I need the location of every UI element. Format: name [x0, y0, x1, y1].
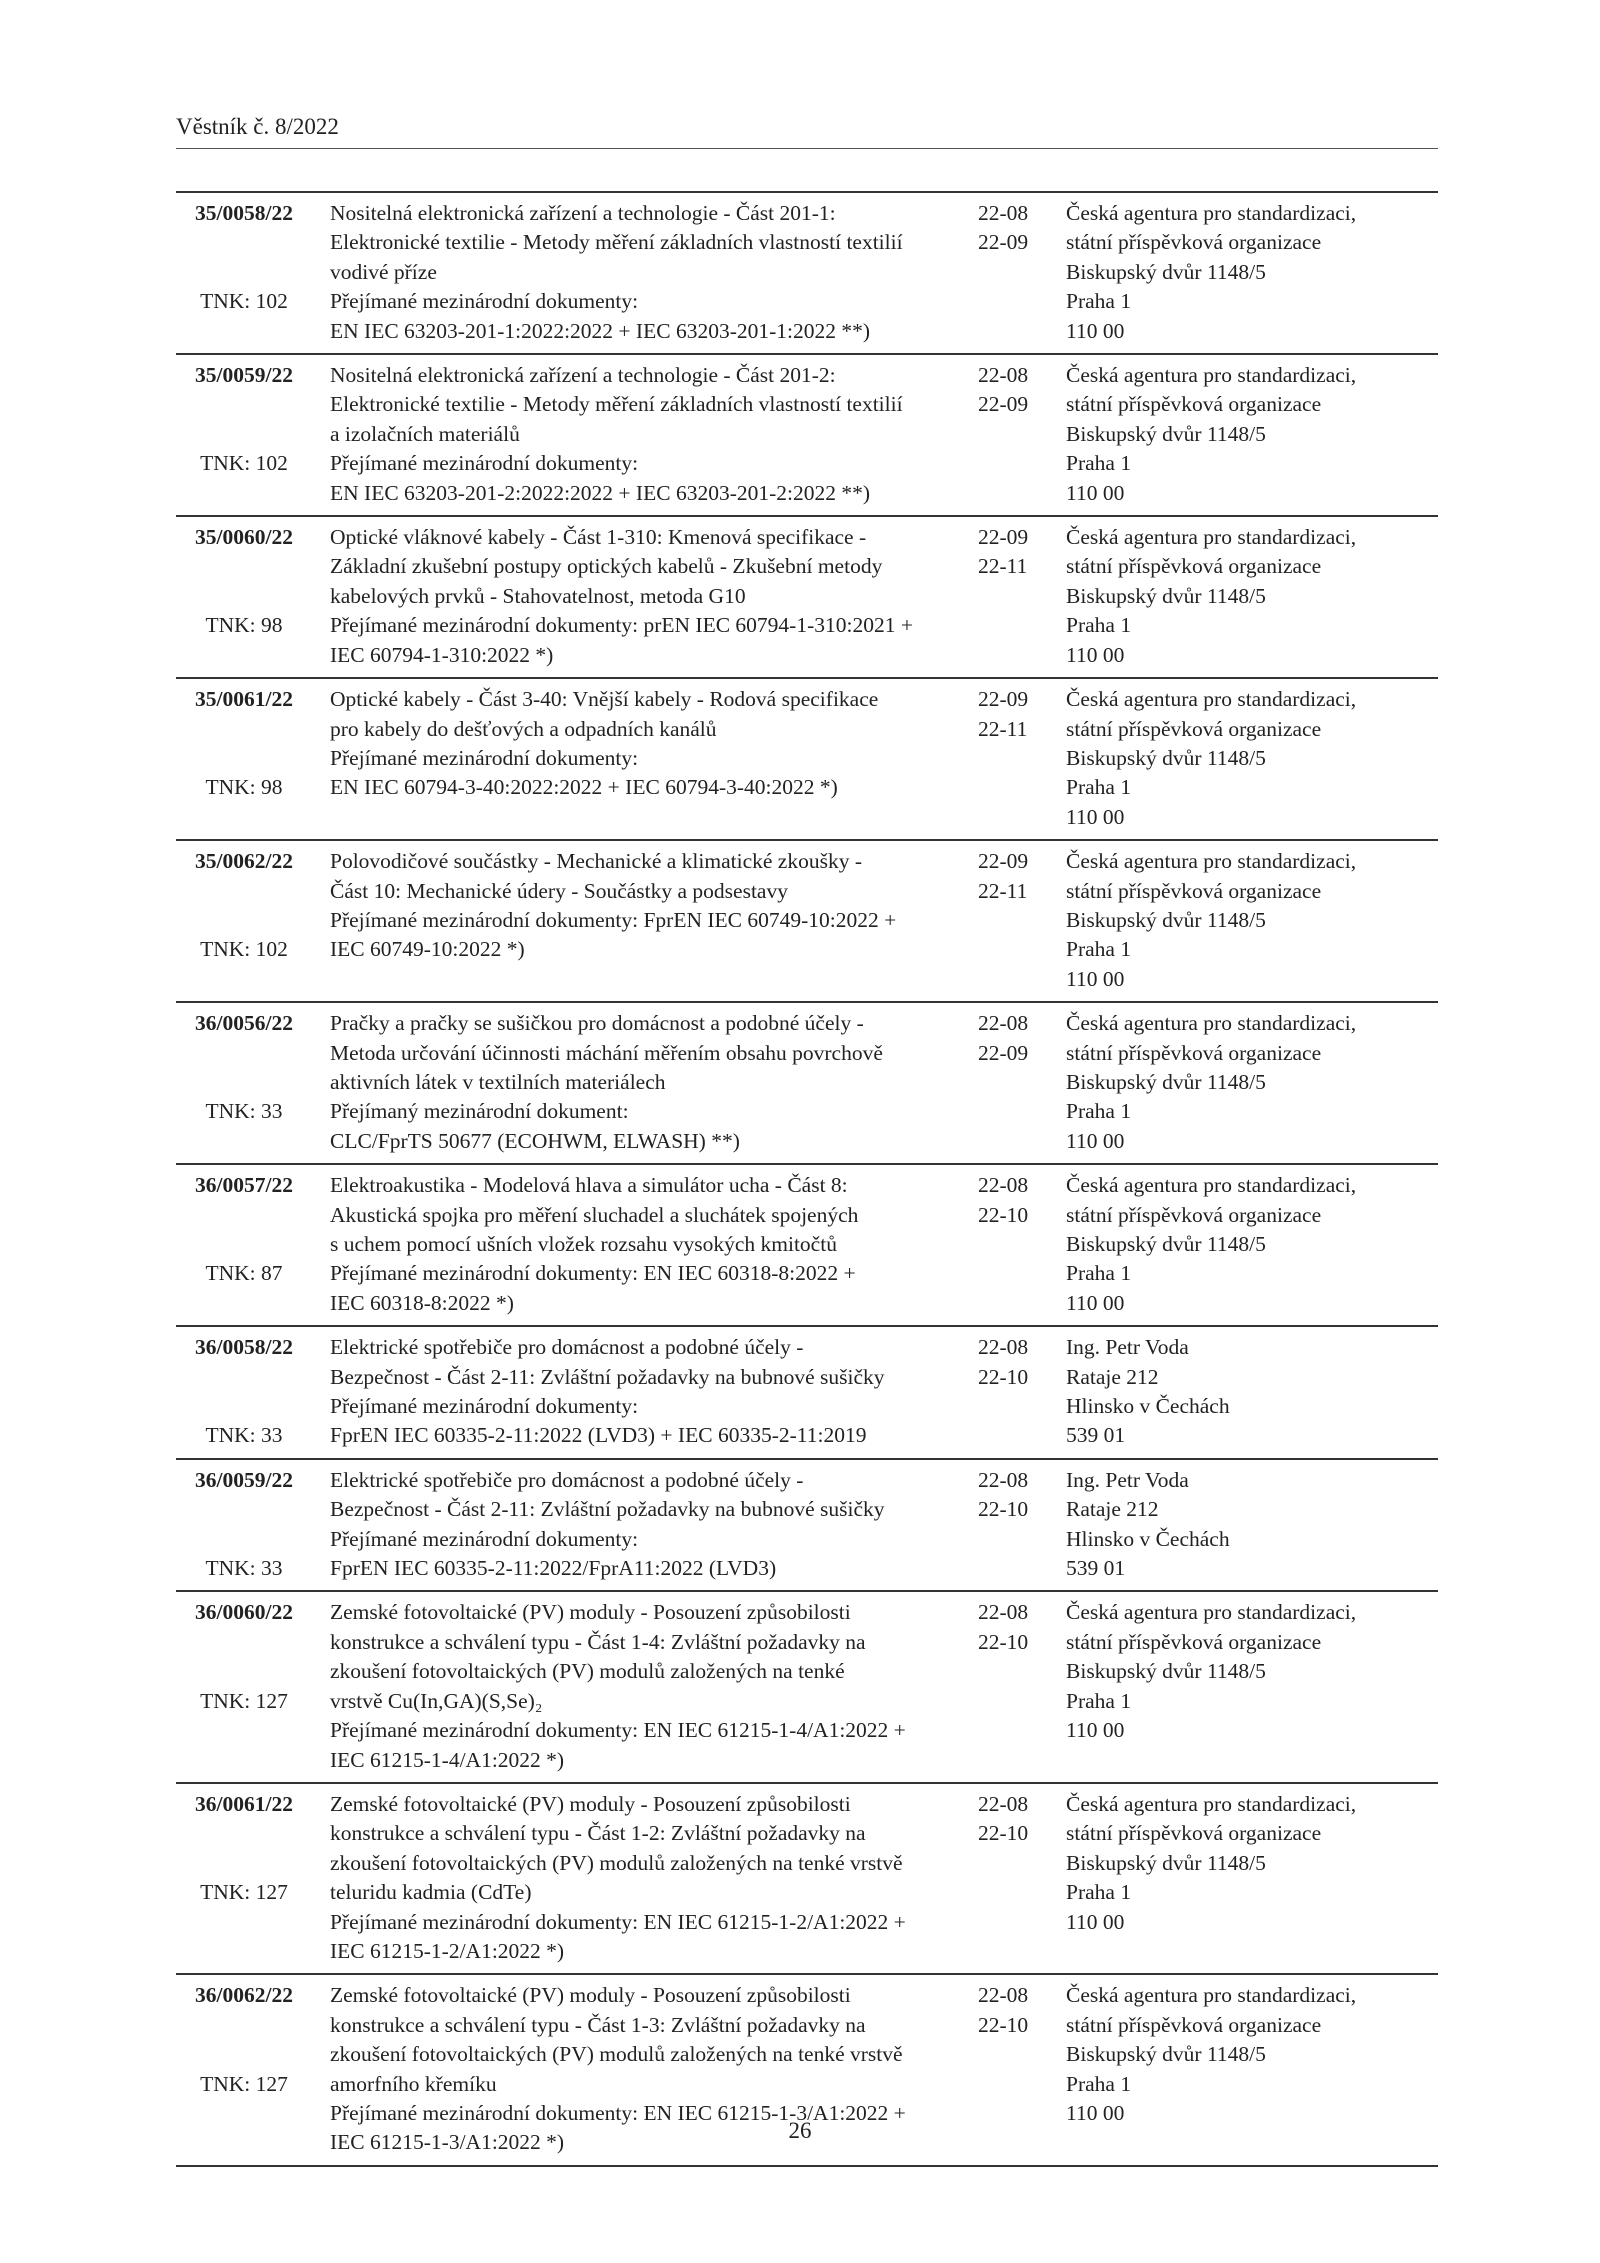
address-line: Česká agentura pro standardizaci, [1066, 1600, 1357, 1625]
entry-dates [956, 523, 1046, 670]
address-line: Praha 1 [1066, 937, 1132, 962]
description-line: Přejímané mezinárodní dokumenty: EN IEC 60318-8:2022 + [330, 1261, 856, 1286]
date-line: 22-09 [978, 392, 1029, 417]
standard-entry [176, 193, 1438, 355]
tnk-label: TNK: 33 [205, 1099, 283, 1124]
address-line: Praha 1 [1066, 1880, 1132, 1905]
entry-number: 36/0059/22 [195, 1467, 293, 1492]
address-line: Česká agentura pro standardizaci, [1066, 1173, 1357, 1198]
tnk-label: TNK: 87 [205, 1261, 283, 1286]
entry-id-cell [176, 1598, 316, 1774]
address-line: 539 01 [1066, 1556, 1126, 1581]
entry-id-cell [176, 1333, 316, 1451]
description-line: CLC/FprTS 50677 (ECOHWM, ELWASH) **) [330, 1128, 740, 1153]
description-line: vrstvě Cu(In,GA)(S,Se)₂ [330, 1688, 543, 1713]
entry-description [316, 847, 956, 994]
date-line: 22-11 [978, 716, 1028, 741]
entry-number: 36/0056/22 [195, 1011, 293, 1036]
address-line: Ing. Petr Voda [1066, 1467, 1189, 1492]
entry-number: 36/0060/22 [195, 1600, 293, 1625]
date-line: 22-09 [978, 687, 1029, 712]
entry-address [1046, 1790, 1438, 1966]
entry-description [316, 1790, 956, 1966]
journal-title: Věstník č. 8/2022 [176, 114, 339, 139]
tnk-label: TNK: 33 [205, 1423, 283, 1448]
description-line: a izolačních materiálů [330, 421, 520, 446]
description-line: Přejímané mezinárodní dokumenty: [330, 745, 639, 770]
description-line: s uchem pomocí ušních vložek rozsahu vysokých kmitočtů [330, 1232, 837, 1256]
standard-entry [176, 517, 1438, 679]
entry-id-cell [176, 685, 316, 832]
description-line: Polovodičové součástky - Mechanické a klimatické zkoušky - [330, 849, 862, 874]
entry-id-cell [176, 361, 316, 508]
standard-entry [176, 355, 1438, 517]
description-line: Pračky a pračky se sušičkou pro domácnost a podobné účely - [330, 1011, 864, 1036]
description-line: Přejímané mezinárodní dokumenty: EN IEC 61215-1-2/A1:2022 + [330, 1909, 906, 1934]
entry-number: 36/0062/22 [195, 1983, 293, 2008]
entry-description [316, 523, 956, 670]
address-line: 539 01 [1066, 1423, 1126, 1448]
address-line: Biskupský dvůr 1148/5 [1066, 2042, 1266, 2067]
description-line: Přejímané mezinárodní dokumenty: FprEN IEC 60749-10:2022 + [330, 907, 897, 932]
address-line: 110 00 [1066, 1909, 1125, 1934]
description-line: EN IEC 63203-201-1:2022:2022 + IEC 63203-201-1:2022 **) [330, 318, 871, 343]
entry-address [1046, 1466, 1438, 1584]
address-line: Česká agentura pro standardizaci, [1066, 1791, 1357, 1816]
description-line: IEC 61215-1-4/A1:2022 *) [330, 1747, 565, 1772]
description-line: Elektrické spotřebiče pro domácnost a podobné účely - [330, 1467, 804, 1492]
standards-table [176, 191, 1438, 2167]
date-line: 22-11 [978, 878, 1028, 903]
standard-entry [176, 679, 1438, 841]
entry-number: 36/0058/22 [195, 1335, 293, 1360]
date-line: 22-09 [978, 525, 1029, 550]
page-header [176, 112, 1438, 149]
entry-address [1046, 361, 1438, 508]
standard-entry [176, 1592, 1438, 1783]
description-line: Zemské fotovoltaické (PV) moduly - Posouzení způsobilosti [330, 1791, 851, 1816]
description-line: Přejímaný mezinárodní dokument: [330, 1099, 629, 1124]
address-line: státní příspěvková organizace [1066, 1040, 1322, 1065]
entry-id-cell [176, 1171, 316, 1318]
entry-dates [956, 199, 1046, 346]
address-line: Praha 1 [1066, 2071, 1132, 2096]
description-line: Elektronické textilie - Metody měření základních vlastností textilií [330, 230, 903, 255]
address-line: Praha 1 [1066, 289, 1132, 314]
description-line: pro kabely do dešťových a odpadních kanálů [330, 716, 717, 741]
standard-entry [176, 1784, 1438, 1975]
entry-address [1046, 1333, 1438, 1451]
description-line: konstrukce a schválení typu - Část 1-2: Zvláštní požadavky na [330, 1821, 866, 1846]
description-line: Elektroakustika - Modelová hlava a simulátor ucha - Část 8: [330, 1173, 848, 1198]
description-line: Zemské fotovoltaické (PV) moduly - Posouzení způsobilosti [330, 1600, 851, 1625]
entry-id-cell [176, 1466, 316, 1584]
entry-number: 36/0057/22 [195, 1173, 293, 1198]
address-line: Praha 1 [1066, 775, 1132, 800]
description-line: konstrukce a schválení typu - Část 1-3: Zvláštní požadavky na [330, 2012, 866, 2037]
description-line: zkoušení fotovoltaických (PV) modulů založených na tenké vrstvě [330, 1850, 903, 1875]
description-line: zkoušení fotovoltaických (PV) modulů založených na tenké [330, 1659, 845, 1684]
description-line: FprEN IEC 60335-2-11:2022 (LVD3) + IEC 60335-2-11:2019 [330, 1423, 867, 1448]
address-line: 110 00 [1066, 480, 1125, 505]
description-line: Přejímané mezinárodní dokumenty: [330, 1394, 639, 1419]
address-line: Česká agentura pro standardizaci, [1066, 1983, 1357, 2008]
address-line: Hlinsko v Čechách [1066, 1394, 1230, 1419]
date-line: 22-10 [978, 1202, 1029, 1227]
description-line: Zemské fotovoltaické (PV) moduly - Posouzení způsobilosti [330, 1983, 851, 2008]
entry-description [316, 685, 956, 832]
address-line: státní příspěvková organizace [1066, 878, 1322, 903]
entry-dates [956, 1009, 1046, 1156]
date-line: 22-09 [978, 230, 1029, 255]
entry-number: 35/0060/22 [195, 525, 293, 550]
date-line: 22-09 [978, 1040, 1029, 1065]
description-line: IEC 60318-8:2022 *) [330, 1290, 514, 1315]
tnk-label: TNK: 127 [200, 1688, 288, 1713]
description-line: kabelových prvků - Stahovatelnost, metoda G10 [330, 583, 746, 608]
entry-dates [956, 1790, 1046, 1966]
description-line: Nositelná elektronická zařízení a technologie - Část 201-2: [330, 363, 836, 388]
date-line: 22-08 [978, 1467, 1029, 1492]
address-line: Česká agentura pro standardizaci, [1066, 687, 1357, 712]
address-line: Biskupský dvůr 1148/5 [1066, 1069, 1266, 1094]
description-line: Elektrické spotřebiče pro domácnost a podobné účely - [330, 1335, 804, 1360]
address-line: státní příspěvková organizace [1066, 716, 1322, 741]
description-line: aktivních látek v textilních materiálech [330, 1069, 666, 1094]
date-line: 22-10 [978, 1364, 1029, 1389]
description-line: IEC 61215-1-3/A1:2022 *) [330, 2130, 565, 2155]
tnk-label: TNK: 102 [200, 937, 288, 962]
description-line: Optické vláknové kabely - Část 1-310: Kmenová specifikace - [330, 525, 867, 550]
address-line: 110 00 [1066, 642, 1125, 667]
address-line: Rataje 212 [1066, 1364, 1159, 1389]
date-line: 22-08 [978, 363, 1029, 388]
description-line: Akustická spojka pro měření sluchadel a sluchátek spojených [330, 1202, 859, 1227]
entry-id-cell [176, 847, 316, 994]
tnk-label: TNK: 33 [205, 1556, 283, 1581]
description-line: zkoušení fotovoltaických (PV) modulů založených na tenké vrstvě [330, 2042, 903, 2067]
description-line: IEC 61215-1-2/A1:2022 *) [330, 1938, 565, 1963]
address-line: Ing. Petr Voda [1066, 1335, 1189, 1360]
standard-entry [176, 1460, 1438, 1593]
description-line: Metoda určování účinnosti máchání měřením obsahu povrchově [330, 1040, 883, 1065]
address-line: 110 00 [1066, 2100, 1125, 2125]
entry-description [316, 1009, 956, 1156]
page-number: 26 [788, 2118, 812, 2143]
entry-id-cell [176, 199, 316, 346]
entry-address [1046, 1009, 1438, 1156]
entry-number: 35/0062/22 [195, 849, 293, 874]
entry-dates [956, 1333, 1046, 1451]
tnk-label: TNK: 98 [205, 613, 283, 638]
address-line: Česká agentura pro standardizaci, [1066, 525, 1357, 550]
entry-id-cell [176, 523, 316, 670]
date-line: 22-10 [978, 2012, 1029, 2037]
tnk-label: TNK: 127 [200, 2071, 288, 2096]
date-line: 22-08 [978, 1011, 1029, 1036]
description-line: Bezpečnost - Část 2-11: Zvláštní požadavky na bubnové sušičky [330, 1364, 885, 1389]
page-footer [0, 2118, 1600, 2144]
address-line: Česká agentura pro standardizaci, [1066, 849, 1357, 874]
date-line: 22-08 [978, 1983, 1029, 2008]
entry-id-cell [176, 1009, 316, 1156]
description-line: EN IEC 60794-3-40:2022:2022 + IEC 60794-3-40:2022 *) [330, 775, 838, 800]
entry-id-cell [176, 1790, 316, 1966]
entry-number: 35/0059/22 [195, 363, 293, 388]
description-line: Přejímané mezinárodní dokumenty: prEN IEC 60794-1-310:2021 + [330, 613, 913, 638]
entry-description [316, 1598, 956, 1774]
description-line: Elektronické textilie - Metody měření základních vlastností textilií [330, 392, 903, 417]
description-line: FprEN IEC 60335-2-11:2022/FprA11:2022 (LVD3) [330, 1556, 777, 1581]
address-line: Praha 1 [1066, 1688, 1132, 1713]
address-line: Česká agentura pro standardizaci, [1066, 363, 1357, 388]
date-line: 22-08 [978, 1791, 1029, 1816]
description-line: Základní zkušební postupy optických kabelů - Zkušební metody [330, 554, 883, 579]
date-line: 22-08 [978, 1173, 1029, 1198]
entry-dates [956, 847, 1046, 994]
description-line: Bezpečnost - Část 2-11: Zvláštní požadavky na bubnové sušičky [330, 1497, 885, 1522]
description-line: Přejímané mezinárodní dokumenty: [330, 451, 639, 476]
description-line: Přejímané mezinárodní dokumenty: EN IEC 61215-1-4/A1:2022 + [330, 1718, 906, 1743]
standard-entry [176, 1003, 1438, 1165]
description-line: IEC 60794-1-310:2022 *) [330, 642, 554, 667]
address-line: státní příspěvková organizace [1066, 2012, 1322, 2037]
address-line: Biskupský dvůr 1148/5 [1066, 745, 1266, 770]
date-line: 22-09 [978, 849, 1029, 874]
tnk-label: TNK: 98 [205, 775, 283, 800]
description-line: EN IEC 63203-201-2:2022:2022 + IEC 63203-201-2:2022 **) [330, 480, 871, 505]
address-line: 110 00 [1066, 1128, 1125, 1153]
description-line: teluridu kadmia (CdTe) [330, 1880, 532, 1905]
date-line: 22-08 [978, 1600, 1029, 1625]
entry-number: 36/0061/22 [195, 1791, 293, 1816]
description-line: Přejímané mezinárodní dokumenty: [330, 1526, 639, 1551]
address-line: Česká agentura pro standardizaci, [1066, 1011, 1357, 1036]
description-line: Část 10: Mechanické údery - Součástky a podsestavy [330, 878, 788, 903]
date-line: 22-08 [978, 201, 1029, 225]
address-line: Biskupský dvůr 1148/5 [1066, 907, 1266, 932]
description-line: IEC 60749-10:2022 *) [330, 937, 525, 962]
tnk-label: TNK: 102 [200, 289, 288, 314]
description-line: amorfního křemíku [330, 2071, 497, 2096]
address-line: Česká agentura pro standardizaci, [1066, 201, 1357, 225]
address-line: Rataje 212 [1066, 1497, 1159, 1522]
date-line: 22-10 [978, 1629, 1029, 1654]
address-line: Praha 1 [1066, 451, 1132, 476]
address-line: Biskupský dvůr 1148/5 [1066, 421, 1266, 446]
description-line: Přejímané mezinárodní dokumenty: [330, 289, 639, 314]
entry-dates [956, 685, 1046, 832]
address-line: státní příspěvková organizace [1066, 1821, 1322, 1846]
tnk-label: TNK: 102 [200, 451, 288, 476]
date-line: 22-08 [978, 1335, 1029, 1360]
description-line: vodivé příze [330, 259, 437, 284]
address-line: státní příspěvková organizace [1066, 392, 1322, 417]
address-line: Hlinsko v Čechách [1066, 1526, 1230, 1551]
entry-number: 35/0058/22 [195, 201, 293, 225]
address-line: státní příspěvková organizace [1066, 1202, 1322, 1227]
address-line: státní příspěvková organizace [1066, 1629, 1322, 1654]
address-line: 110 00 [1066, 1718, 1125, 1743]
description-line: Optické kabely - Část 3-40: Vnější kabely - Rodová specifikace [330, 687, 879, 712]
tnk-label: TNK: 127 [200, 1880, 288, 1905]
address-line: Biskupský dvůr 1148/5 [1066, 1850, 1266, 1875]
entry-description [316, 361, 956, 508]
address-line: 110 00 [1066, 1290, 1125, 1315]
entry-description [316, 199, 956, 346]
address-line: Praha 1 [1066, 1099, 1132, 1124]
description-line: konstrukce a schválení typu - Část 1-4: Zvláštní požadavky na [330, 1629, 866, 1654]
entry-dates [956, 1466, 1046, 1584]
entry-address [1046, 847, 1438, 994]
entry-description [316, 1333, 956, 1451]
standard-entry [176, 1327, 1438, 1460]
address-line: 110 00 [1066, 318, 1125, 343]
date-line: 22-11 [978, 554, 1028, 579]
entry-address [1046, 523, 1438, 670]
address-line: Biskupský dvůr 1148/5 [1066, 583, 1266, 608]
standard-entry [176, 1165, 1438, 1327]
entry-dates [956, 361, 1046, 508]
entry-address [1046, 685, 1438, 832]
entry-address [1046, 1171, 1438, 1318]
address-line: 110 00 [1066, 804, 1125, 829]
address-line: Biskupský dvůr 1148/5 [1066, 259, 1266, 284]
entry-description [316, 1171, 956, 1318]
address-line: státní příspěvková organizace [1066, 230, 1322, 255]
entry-number: 35/0061/22 [195, 687, 293, 712]
entry-description [316, 1466, 956, 1584]
entry-dates [956, 1171, 1046, 1318]
address-line: Biskupský dvůr 1148/5 [1066, 1232, 1266, 1256]
address-line: Biskupský dvůr 1148/5 [1066, 1659, 1266, 1684]
entry-dates [956, 1598, 1046, 1774]
date-line: 22-10 [978, 1821, 1029, 1846]
address-line: Praha 1 [1066, 1261, 1132, 1286]
description-line: Nositelná elektronická zařízení a technologie - Část 201-1: [330, 201, 836, 225]
address-line: státní příspěvková organizace [1066, 554, 1322, 579]
date-line: 22-10 [978, 1497, 1029, 1522]
entry-address [1046, 1598, 1438, 1774]
description-line: Přejímané mezinárodní dokumenty: EN IEC 61215-1-3/A1:2022 + [330, 2100, 906, 2125]
standard-entry [176, 841, 1438, 1003]
entry-address [1046, 199, 1438, 346]
address-line: 110 00 [1066, 966, 1125, 991]
address-line: Praha 1 [1066, 613, 1132, 638]
